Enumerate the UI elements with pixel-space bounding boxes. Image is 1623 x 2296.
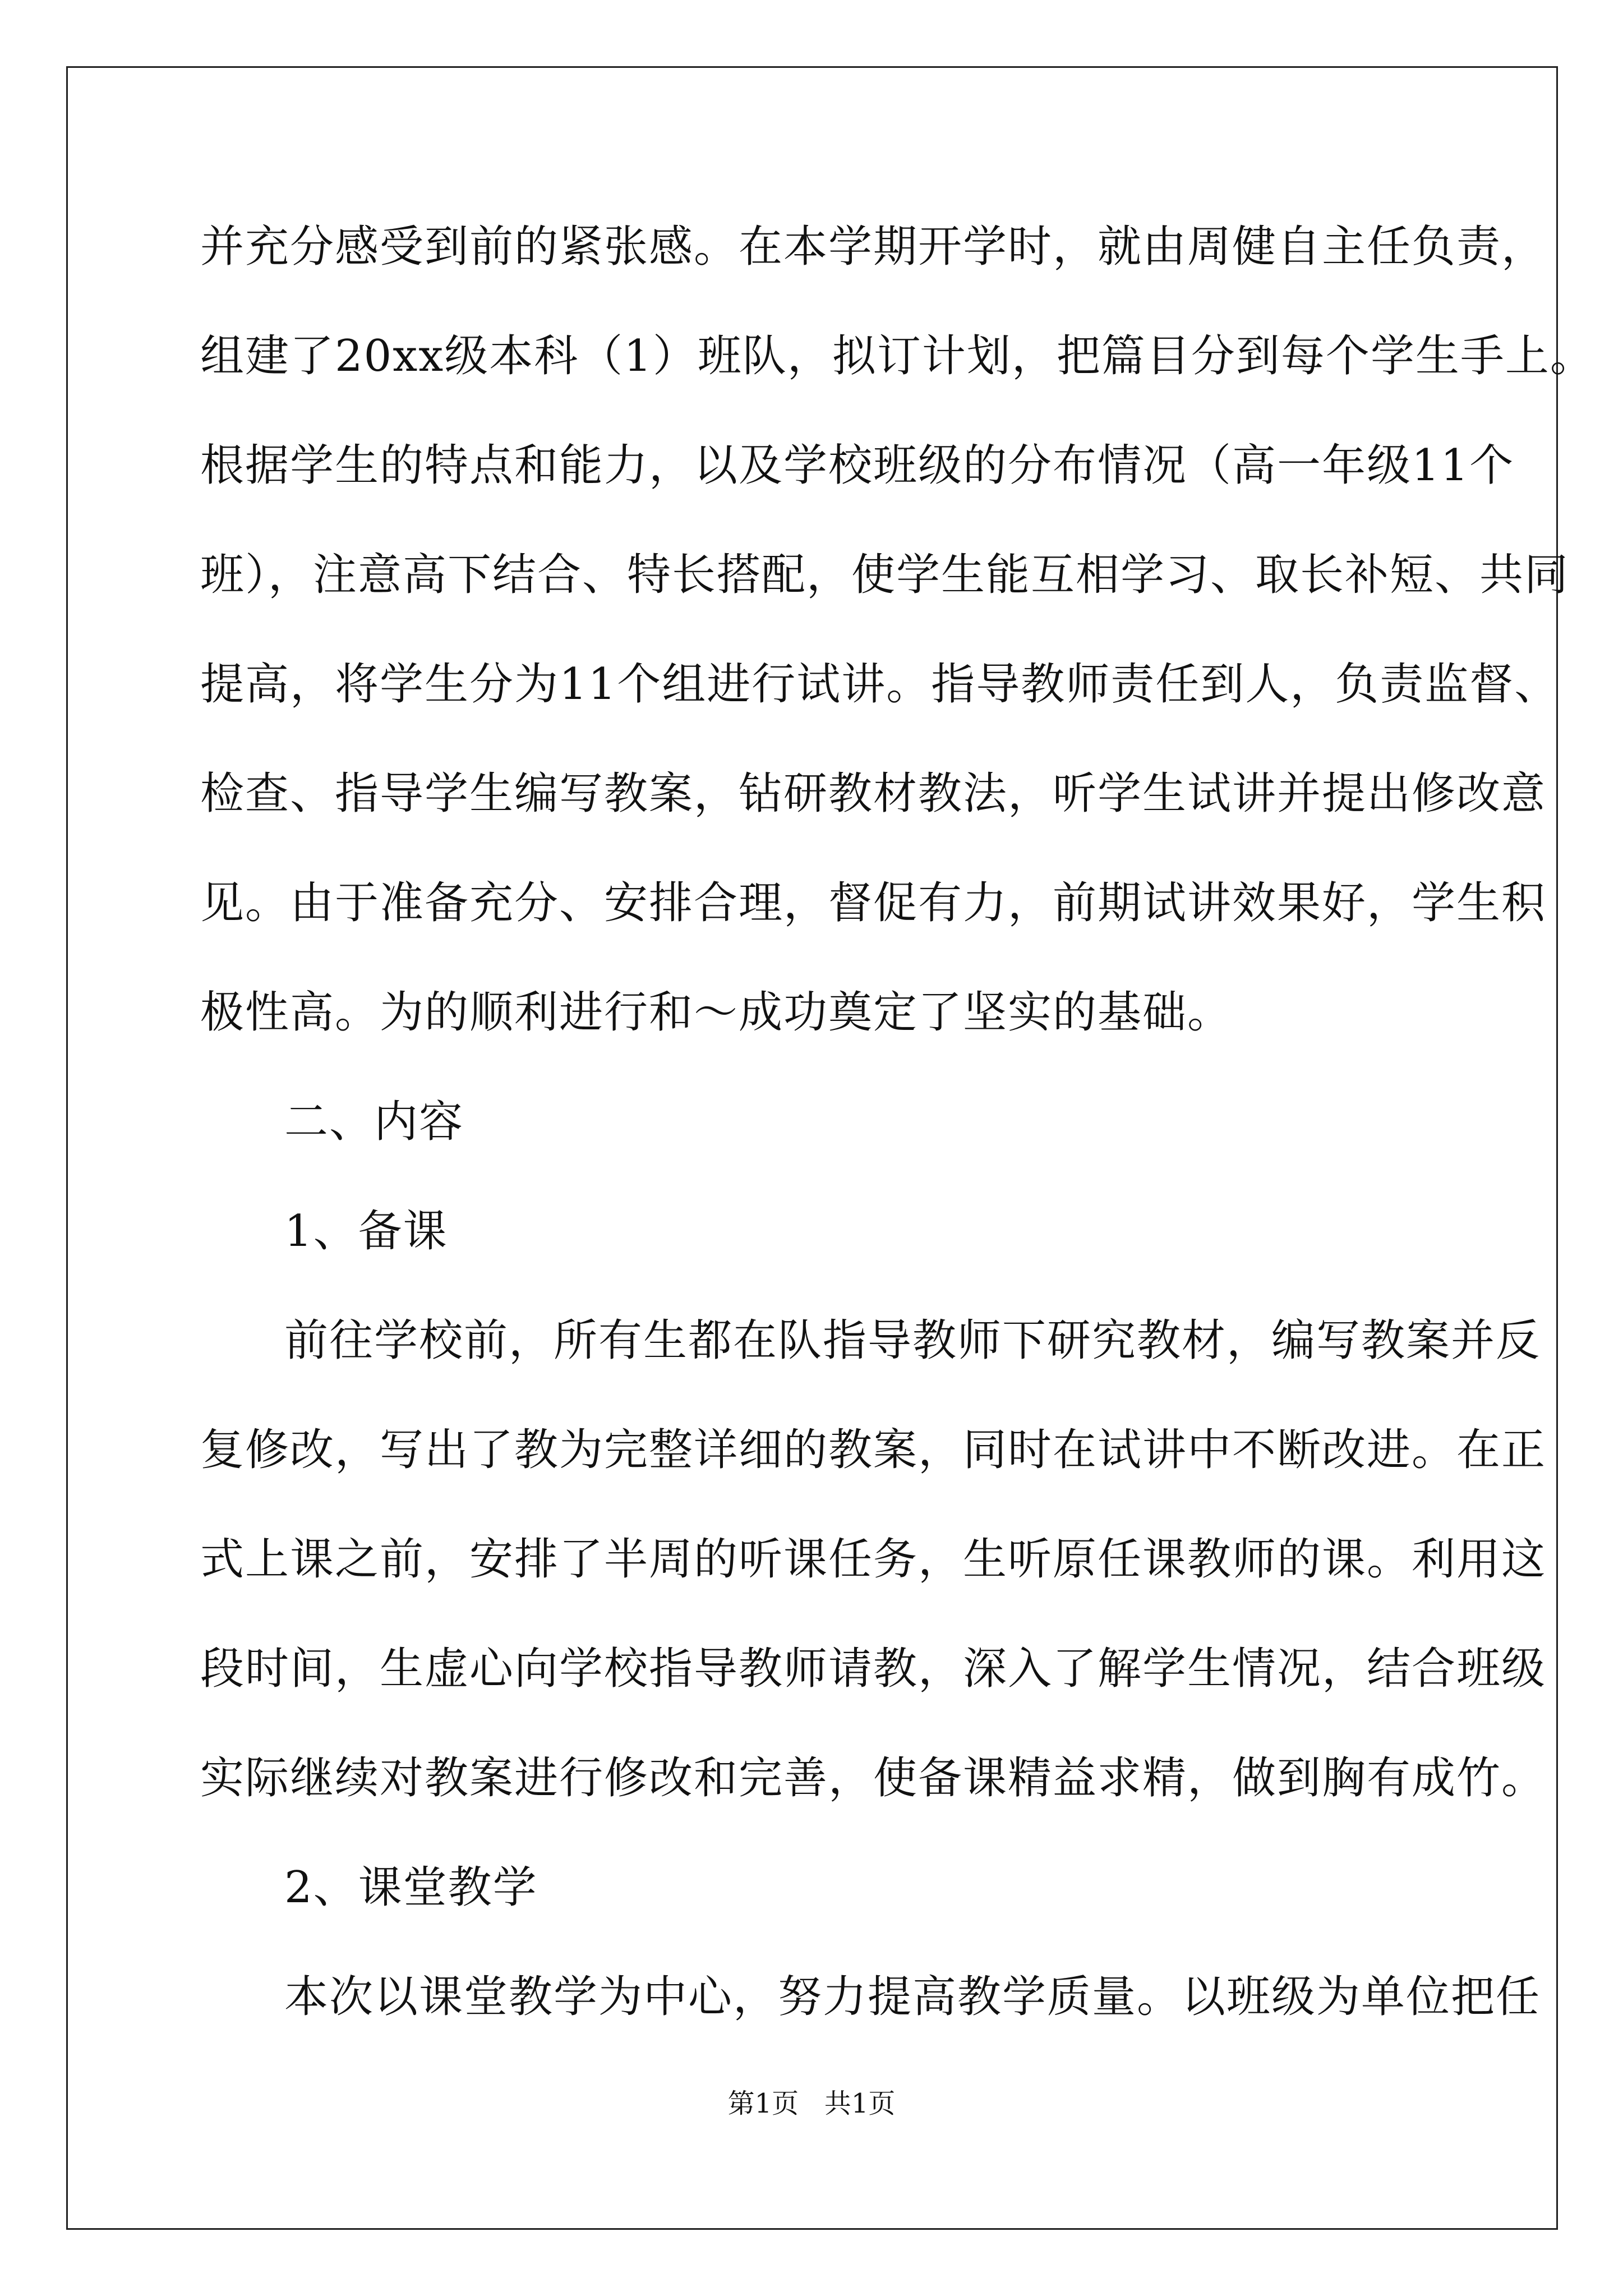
page-footer: 第1页 共1页 xyxy=(727,2088,896,2119)
paragraph-line: 根据学生的特点和能力，以及学校班级的分布情况（高一年级11个 xyxy=(200,440,1515,491)
paragraph-line: 见。由于准备充分、安排合理，督促有力，前期试讲效果好，学生积 xyxy=(200,878,1547,928)
paragraph-line: 本次以课堂教学为中心，努力提高教学质量。以班级为单位把任 xyxy=(284,1972,1541,2022)
subsection-heading: 1、备课 xyxy=(284,1206,448,1257)
paragraph-line: 前往学校前，所有生都在队指导教师下研究教材，编写教案并反 xyxy=(284,1315,1541,1366)
paragraph-line: 提高，将学生分为11个组进行试讲。指导教师责任到人，负责监督、 xyxy=(200,659,1560,710)
paragraph-line: 极性高。为的顺利进行和～成功奠定了坚实的基础。 xyxy=(200,987,1233,1038)
paragraph-line: 组建了20xx级本科（1）班队，拟订计划，把篇目分到每个学生手上。 xyxy=(200,331,1595,381)
paragraph-line: 复修改，写出了教为完整详细的教案，同时在试讲中不断改进。在正 xyxy=(200,1425,1547,1475)
paragraph-line: 检查、指导学生编写教案，钻研教材教法，听学生试讲并提出修改意 xyxy=(200,769,1547,819)
paragraph-line: 段时间，生虚心向学校指导教师请教，深入了解学生情况，结合班级 xyxy=(200,1644,1547,1694)
subsection-heading: 2、课堂教学 xyxy=(284,1862,538,1913)
paragraph-line: 并充分感受到前的紧张感。在本学期开学时，就由周健自主任负责， xyxy=(200,222,1547,272)
paragraph-line: 实际继续对教案进行修改和完善，使备课精益求精，做到胸有成竹。 xyxy=(200,1753,1547,1803)
section-heading: 二、内容 xyxy=(284,1097,464,1147)
paragraph-line: 式上课之前，安排了半周的听课任务，生听原任课教师的课。利用这 xyxy=(200,1534,1547,1585)
paragraph-line: 班），注意高下结合、特长搭配，使学生能互相学习、取长补短、共同 xyxy=(200,550,1570,600)
